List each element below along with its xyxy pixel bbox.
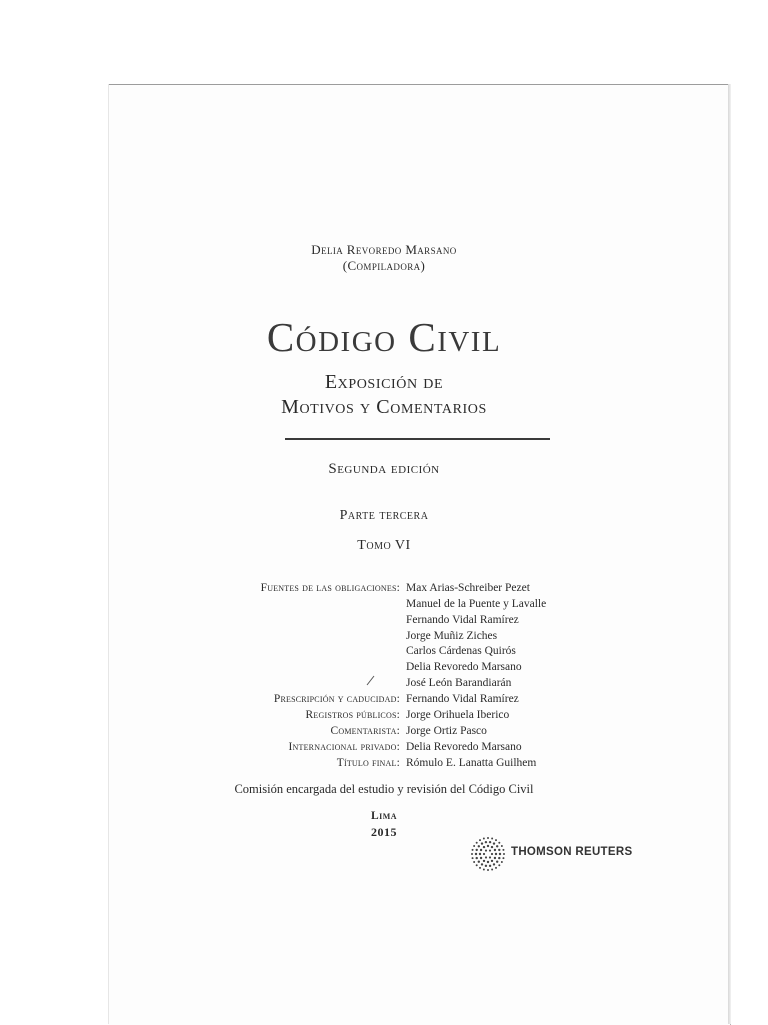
contributor-row bbox=[0, 709, 768, 725]
compiler-role: (Compiladora) bbox=[342, 258, 426, 273]
globe-dot bbox=[481, 842, 483, 844]
globe-dot bbox=[478, 845, 480, 847]
globe-dot bbox=[495, 867, 497, 869]
globe-dot bbox=[479, 853, 481, 855]
globe-dot bbox=[485, 856, 487, 858]
globe-dot bbox=[494, 849, 496, 851]
scanned-page bbox=[108, 84, 731, 1025]
globe-dot bbox=[496, 861, 498, 863]
globe-dot bbox=[479, 867, 481, 869]
globe-dot bbox=[481, 863, 483, 865]
contributor-row bbox=[0, 757, 768, 773]
contributor-name: Rómulo E. Lanatta Guilhem bbox=[406, 757, 537, 769]
contributor-row bbox=[0, 725, 768, 741]
title-divider bbox=[285, 438, 550, 440]
contributor-name: Carlos Cárdenas Quirós bbox=[406, 645, 516, 657]
contributor-section-label: Comentarista: bbox=[330, 725, 400, 737]
globe-dot bbox=[483, 853, 485, 855]
globe-dot bbox=[489, 841, 491, 843]
contributor-section-label: Internacional privado: bbox=[288, 741, 400, 753]
globe-dot bbox=[493, 863, 495, 865]
book-title: Código Civil bbox=[266, 314, 502, 360]
contributor-name: Jorge Orihuela Iberico bbox=[406, 709, 510, 721]
globe-dot bbox=[487, 845, 489, 847]
globe-dot bbox=[487, 861, 489, 863]
globe-dot bbox=[491, 838, 493, 840]
subtitle-line-1: Exposición de bbox=[324, 371, 444, 393]
publication-year: 2015 bbox=[371, 825, 397, 839]
globe-dot bbox=[479, 839, 481, 841]
globe-dot bbox=[491, 846, 493, 848]
globe-dot bbox=[491, 853, 493, 855]
edition-label: Segunda edición bbox=[328, 461, 440, 477]
contributor-row bbox=[0, 677, 768, 693]
globe-dot bbox=[502, 857, 504, 859]
globe-dot bbox=[485, 841, 487, 843]
contributor-row bbox=[0, 741, 768, 757]
globe-dot bbox=[494, 857, 496, 859]
globe-dot bbox=[491, 860, 493, 862]
contributor-name: Fernando Vidal Ramírez bbox=[406, 614, 519, 626]
author-name: Delia Revoredo Marsano bbox=[311, 242, 457, 257]
part-label: Parte tercera bbox=[339, 508, 429, 523]
contributor-row bbox=[0, 661, 768, 677]
subtitle-line-2: Motivos y Comentarios bbox=[281, 396, 487, 418]
globe-dot bbox=[499, 853, 501, 855]
publisher-name: THOMSON REUTERS bbox=[511, 846, 633, 858]
contributor-section-label: Título final: bbox=[336, 757, 400, 769]
globe-dot bbox=[495, 839, 497, 841]
contributor-name: Delia Revoredo Marsano bbox=[406, 741, 522, 753]
globe-dot bbox=[475, 853, 477, 855]
globe-dot bbox=[496, 845, 498, 847]
commission-note: Comisión encargada del estudio y revisión del Código Civil bbox=[234, 782, 534, 796]
globe-dot bbox=[480, 857, 482, 859]
globe-dot bbox=[476, 842, 478, 844]
globe-dot bbox=[485, 865, 487, 867]
globe-dot bbox=[502, 849, 504, 851]
globe-dot bbox=[476, 864, 478, 866]
globe-dot bbox=[501, 861, 503, 863]
contributor-name: Delia Revoredo Marsano bbox=[406, 661, 522, 673]
globe-dot bbox=[483, 838, 485, 840]
globe-dot bbox=[498, 857, 500, 859]
contributor-name: José León Barandiarán bbox=[406, 677, 512, 689]
contributor-row bbox=[0, 693, 768, 709]
globe-dot bbox=[473, 861, 475, 863]
contributor-section-label: Registros públicos: bbox=[305, 709, 400, 721]
globe-dot bbox=[476, 857, 478, 859]
globe-dot bbox=[501, 845, 503, 847]
page-left-edge bbox=[108, 84, 109, 1024]
thomson-reuters-dot-globe-icon bbox=[468, 834, 508, 874]
publisher-logo bbox=[468, 834, 633, 874]
globe-dot bbox=[491, 868, 493, 870]
contributor-row bbox=[0, 582, 768, 598]
globe-dot bbox=[476, 849, 478, 851]
globe-dot bbox=[471, 853, 473, 855]
contributor-name: Jorge Ortiz Pasco bbox=[406, 725, 487, 737]
globe-dot bbox=[483, 868, 485, 870]
volume-label: Tomo VI bbox=[357, 538, 411, 553]
globe-dot bbox=[472, 857, 474, 859]
contributor-name: Jorge Muñiz Ziches bbox=[406, 630, 498, 642]
globe-dot bbox=[489, 856, 491, 858]
globe-dot bbox=[489, 849, 491, 851]
contributor-section-label: Fuentes de las obligaciones: bbox=[260, 582, 400, 594]
contributor-section-label: Prescripción y caducidad: bbox=[273, 693, 400, 705]
contributor-row bbox=[0, 645, 768, 661]
globe-dot bbox=[480, 849, 482, 851]
globe-dot bbox=[472, 849, 474, 851]
globe-dot bbox=[483, 846, 485, 848]
globe-dot bbox=[503, 853, 505, 855]
globe-dot bbox=[495, 853, 497, 855]
globe-dot bbox=[485, 849, 487, 851]
publication-place: Lima bbox=[370, 810, 398, 822]
globe-dot bbox=[489, 865, 491, 867]
globe-dot bbox=[498, 842, 500, 844]
globe-dot bbox=[487, 869, 489, 871]
pen-mark-icon bbox=[366, 674, 376, 686]
globe-dot bbox=[498, 849, 500, 851]
globe-dot bbox=[487, 837, 489, 839]
globe-dot bbox=[478, 861, 480, 863]
globe-dot bbox=[498, 864, 500, 866]
contributor-name: Max Arias-Schreiber Pezet bbox=[406, 582, 530, 594]
contributor-row bbox=[0, 630, 768, 646]
contributor-name: Manuel de la Puente y Lavalle bbox=[406, 598, 547, 610]
contributor-row bbox=[0, 598, 768, 614]
contributor-row bbox=[0, 614, 768, 630]
page-right-edge-shadow bbox=[728, 84, 731, 1024]
globe-dot bbox=[493, 842, 495, 844]
globe-dot bbox=[483, 860, 485, 862]
contributor-name: Fernando Vidal Ramírez bbox=[406, 693, 519, 705]
globe-dot bbox=[473, 845, 475, 847]
